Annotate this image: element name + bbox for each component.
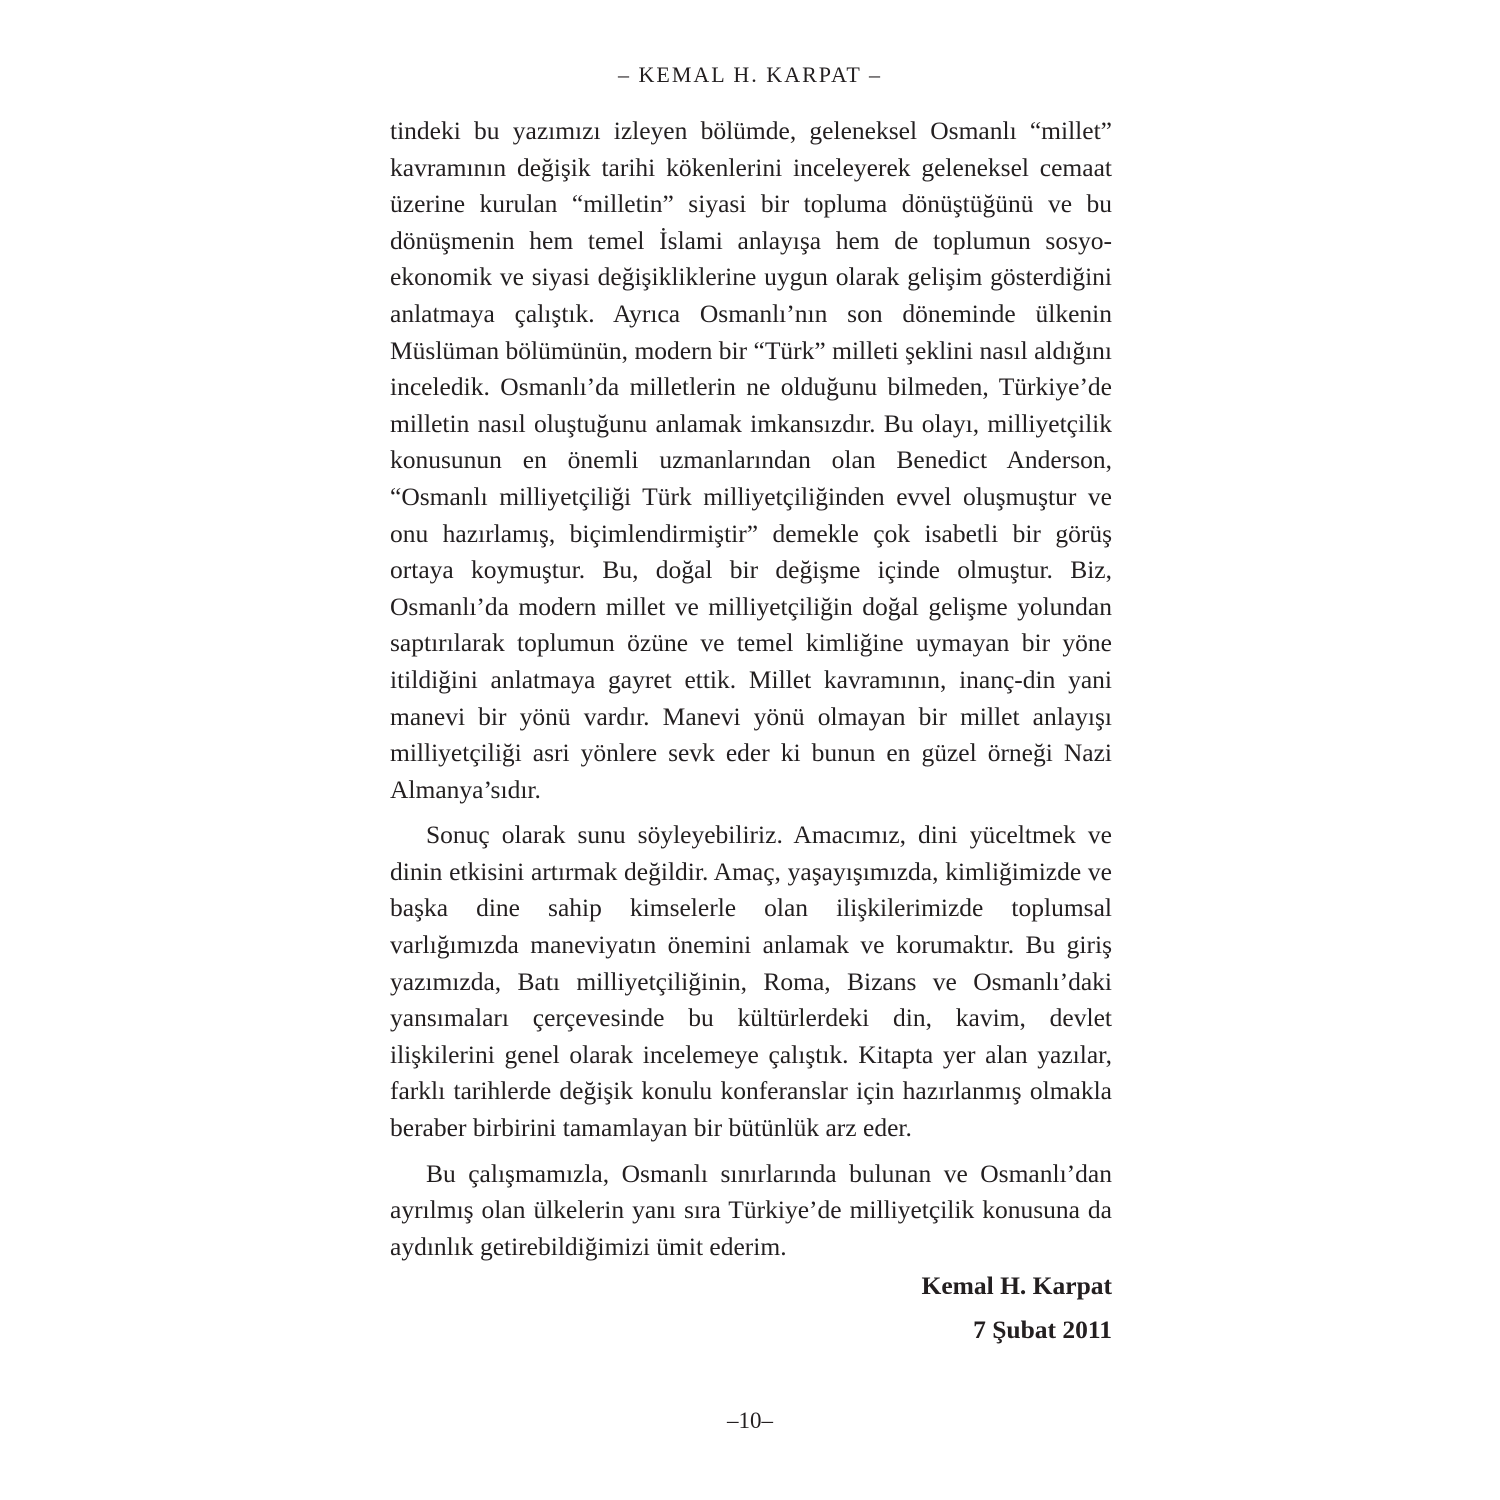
signature-date: 7 Şubat 2011 [973, 1315, 1112, 1344]
signature-block [921, 1264, 1112, 1352]
author-name: Kemal H. Karpat [921, 1271, 1112, 1300]
page-number: –10– [727, 1408, 773, 1433]
running-head: – KEMAL H. KARPAT – [618, 62, 882, 87]
paragraph-1: tindeki bu yazımızı izleyen bölümde, geleneksel Osmanlı “millet” kavramının değişik tarihi kökenlerini inceleyerek geleneksel cemaat üzerine kurulan “milletin” siyasi bir topluma dönüştüğünü ve bu dönüşmenin hem temel İslami anlayışa hem de toplumun sosyo-ekonomik ve siyasi değişikliklerine uygun olarak gelişim gösterdiğini anlatmaya çalıştık. Ayrıca Osmanlı’nın son döneminde ülkenin Müslüman bölümünün, modern bir “Türk” milleti şeklini nasıl aldığını inceledik. Osmanlı’da milletlerin ne olduğunu bilmeden, Türkiye’de milletin nasıl oluştuğunu anlamak imkansızdır. Bu olayı, milliyetçilik konusunun en önemli uzmanlarından olan Benedict Anderson, “Osmanlı milliyetçiliği Türk milliyetçiliğinden evvel oluşmuştur ve onu hazırlamış, biçimlendirmiştir” demekle çok isabetli bir görüş ortaya koymuştur. Bu, doğal bir değişme içinde olmuştur. Biz, Osmanlı’da modern millet ve milliyetçiliğin doğal gelişme yolundan saptırılarak toplumun özüne ve temel kimliğine uymayan bir yöne itildiğini anlatmaya gayret ettik. Millet kavramının, inanç-din yani manevi bir yönü vardır. Manevi yönü olmayan bir millet anlayışı milliyetçiliği asri yönlere sevk eder ki bunun en güzel örneği Nazi Almanya’sıdır. [390, 116, 1112, 804]
paragraph-3: Bu çalışmamızla, Osmanlı sınırlarında bulunan ve Osmanlı’dan ayrılmış olan ülkelerin yanı sıra Türkiye’de milliyetçilik konusuna da aydınlık getirebildiğimizi ümit ederim. [390, 1158, 1112, 1261]
body-text [390, 113, 1112, 1265]
paragraph-2: Sonuç olarak sunu söyleyebiliriz. Amacımız, dini yüceltmek ve dinin etkisini artırmak değildir. Amaç, yaşayışımızda, kimliğimizde ve başka dine sahip kimselerle olan ilişkilerimizde toplumsal varlığımızda maneviyatın önemini anlamak ve korumaktır. Bu giriş yazımızda, Batı milliyetçiliğinin, Roma, Bizans ve Osmanlı’daki yansımaları çerçevesinde bu kültürlerdeki din, kavim, devlet ilişkilerini genel olarak incelemeye çalıştık. Kitapta yer alan yazılar, farklı tarihlerde değişik konulu konferanslar için hazırlanmış olmakla beraber birbirini tamamlayan bir bütünlük arz eder. [390, 820, 1112, 1143]
